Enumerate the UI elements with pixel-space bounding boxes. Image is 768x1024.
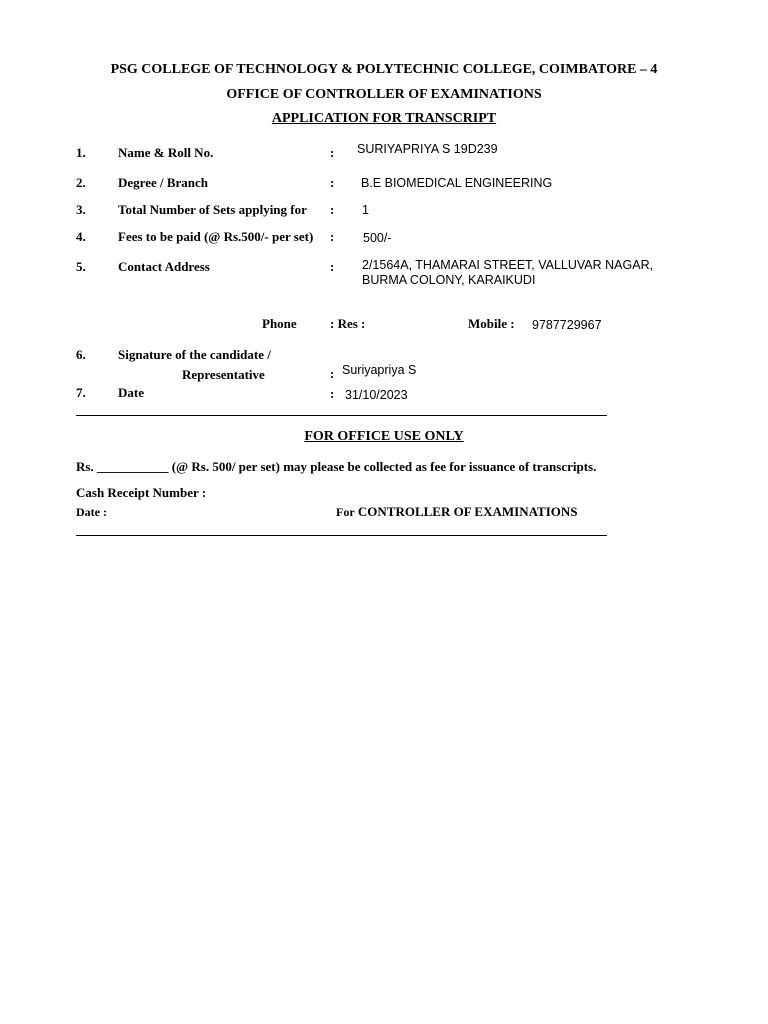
field-number-5: 5. [76, 259, 86, 274]
representative-label: Representative [182, 367, 265, 382]
divider-bottom [76, 535, 607, 536]
date-colon: : [330, 386, 335, 401]
sets-label: Total Number of Sets applying for [118, 202, 307, 217]
field-number-6: 6. [76, 347, 86, 362]
signature-value: Suriyapriya S [342, 363, 417, 377]
phone-label: Phone [262, 316, 297, 331]
field-number-4: 4. [76, 229, 86, 244]
sets-value: 1 [362, 203, 369, 217]
field-number-3: 3. [76, 202, 86, 217]
mobile-label: Mobile : [468, 316, 515, 331]
name-roll-value: SURIYAPRIYA S 19D239 [357, 142, 498, 156]
fees-label: Fees to be paid (@ Rs.500/- per set) [118, 229, 314, 244]
fees-value: 500/- [363, 231, 392, 245]
name-roll-colon: : [330, 145, 335, 160]
field-number-2: 2. [76, 175, 86, 190]
res-label: : Res : [330, 316, 366, 331]
signature-label: Signature of the candidate / [118, 347, 271, 362]
office-use-heading: FOR OFFICE USE ONLY [304, 429, 464, 444]
field-number-1: 1. [76, 145, 86, 160]
date-value: 31/10/2023 [345, 388, 408, 402]
office-date-label: Date : [76, 505, 107, 519]
office-title: OFFICE OF CONTROLLER OF EXAMINATIONS [226, 87, 542, 102]
fee-collection-line: Rs. ___________ (@ Rs. 500/ per set) may please be collected as fee for issuance of transcripts. [76, 459, 597, 474]
degree-branch-value: B.E BIOMEDICAL ENGINEERING [361, 176, 553, 190]
date-label: Date [118, 385, 144, 400]
signature-colon: : [330, 366, 335, 381]
address-line-1: 2/1564A, THAMARAI STREET, VALLUVAR NAGAR, [362, 258, 654, 272]
address-line-2: BURMA COLONY, KARAIKUDI [362, 273, 536, 287]
divider-top [76, 415, 607, 416]
cash-receipt-label: Cash Receipt Number : [76, 485, 207, 500]
controller-of-examinations: CONTROLLER OF EXAMINATIONS [357, 504, 578, 519]
field-number-7: 7. [76, 385, 86, 400]
mobile-value: 9787729967 [532, 318, 602, 332]
address-label: Contact Address [118, 259, 210, 274]
fees-colon: : [330, 229, 335, 244]
address-colon: : [330, 259, 335, 274]
for-coe-line [336, 504, 577, 520]
college-title: PSG COLLEGE OF TECHNOLOGY & POLYTECHNIC COLLEGE, COIMBATORE – 4 [110, 62, 658, 77]
name-roll-label: Name & Roll No. [118, 145, 214, 160]
form-title: APPLICATION FOR TRANSCRIPT [271, 111, 497, 126]
for-prefix: For [336, 505, 355, 519]
degree-branch-colon: : [330, 175, 335, 190]
sets-colon: : [330, 202, 335, 217]
degree-branch-label: Degree / Branch [118, 175, 209, 190]
